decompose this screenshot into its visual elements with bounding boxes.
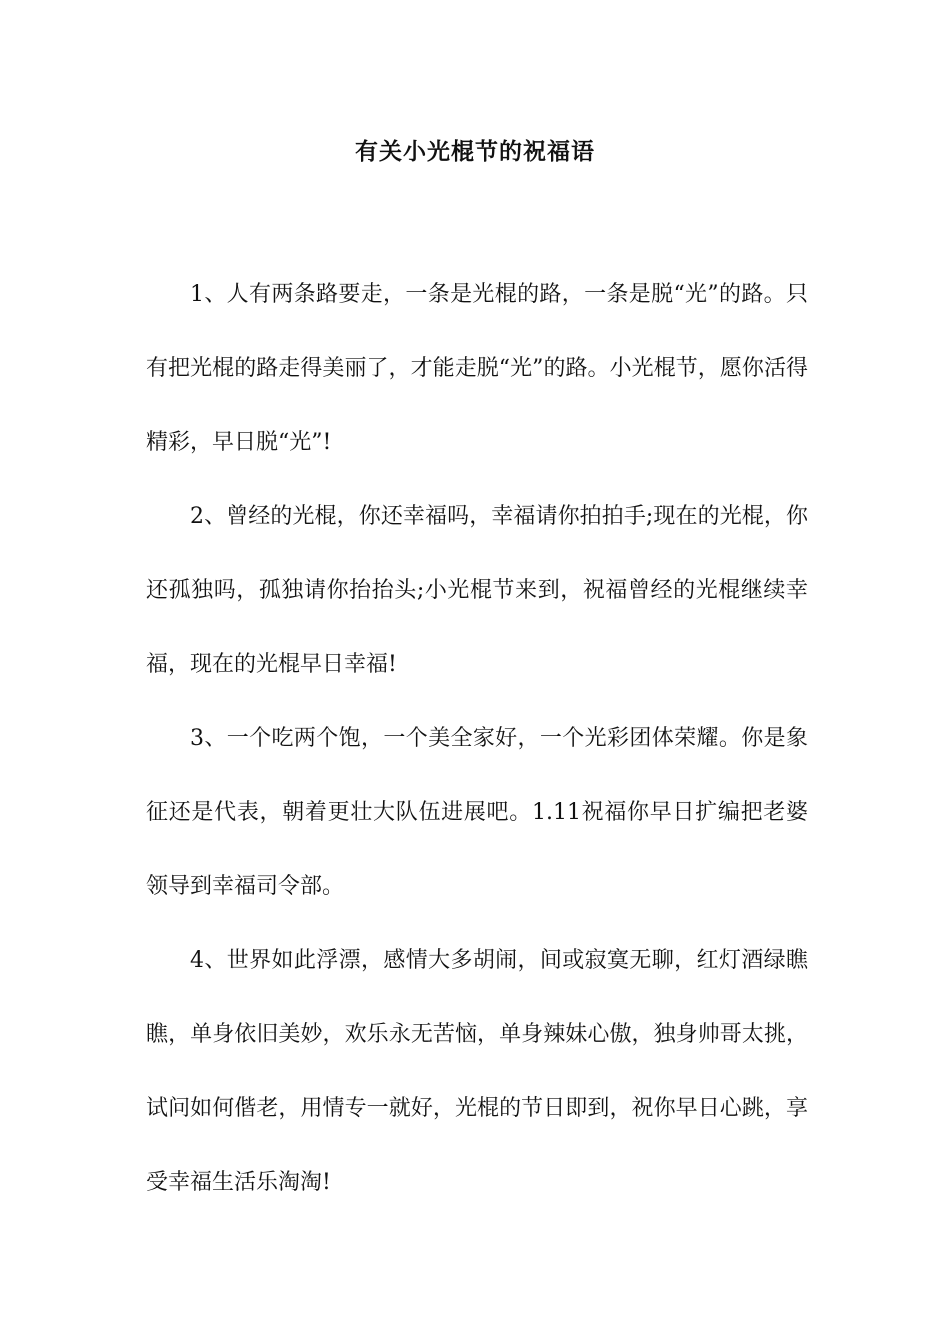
document-title: 有关小光棍节的祝福语 [355,139,595,165]
paragraph-2: 2、曾经的光棍，你还幸福吗，幸福请你拍拍手;现在的光棍，你还孤独吗，孤独请你抬抬头;小光棍节来到，祝福曾经的光棍继续幸福，现在的光棍早日幸福! [146,504,808,677]
paragraph-4: 4、世界如此浮漂，感情大多胡闹，间或寂寞无聊，红灯酒绿瞧瞧，单身依旧美妙，欢乐永无苦恼，单身辣妹心傲，独身帅哥太挑，试问如何偕老，用情专一就好，光棍的节日即到，祝你早日心跳，享受幸福生活乐淘淘! [146,948,808,1195]
document-body [146,258,808,1220]
paragraph-3: 3、一个吃两个饱，一个美全家好，一个光彩团体荣耀。你是象征还是代表，朝着更壮大队伍进展吧。1.11祝福你早日扩编把老婆领导到幸福司令部。 [146,726,808,899]
paragraph-1: 1、人有两条路要走，一条是光棍的路，一条是脱“光”的路。只有把光棍的路走得美丽了，才能走脱“光”的路。小光棍节，愿你活得精彩，早日脱“光”! [146,282,808,455]
